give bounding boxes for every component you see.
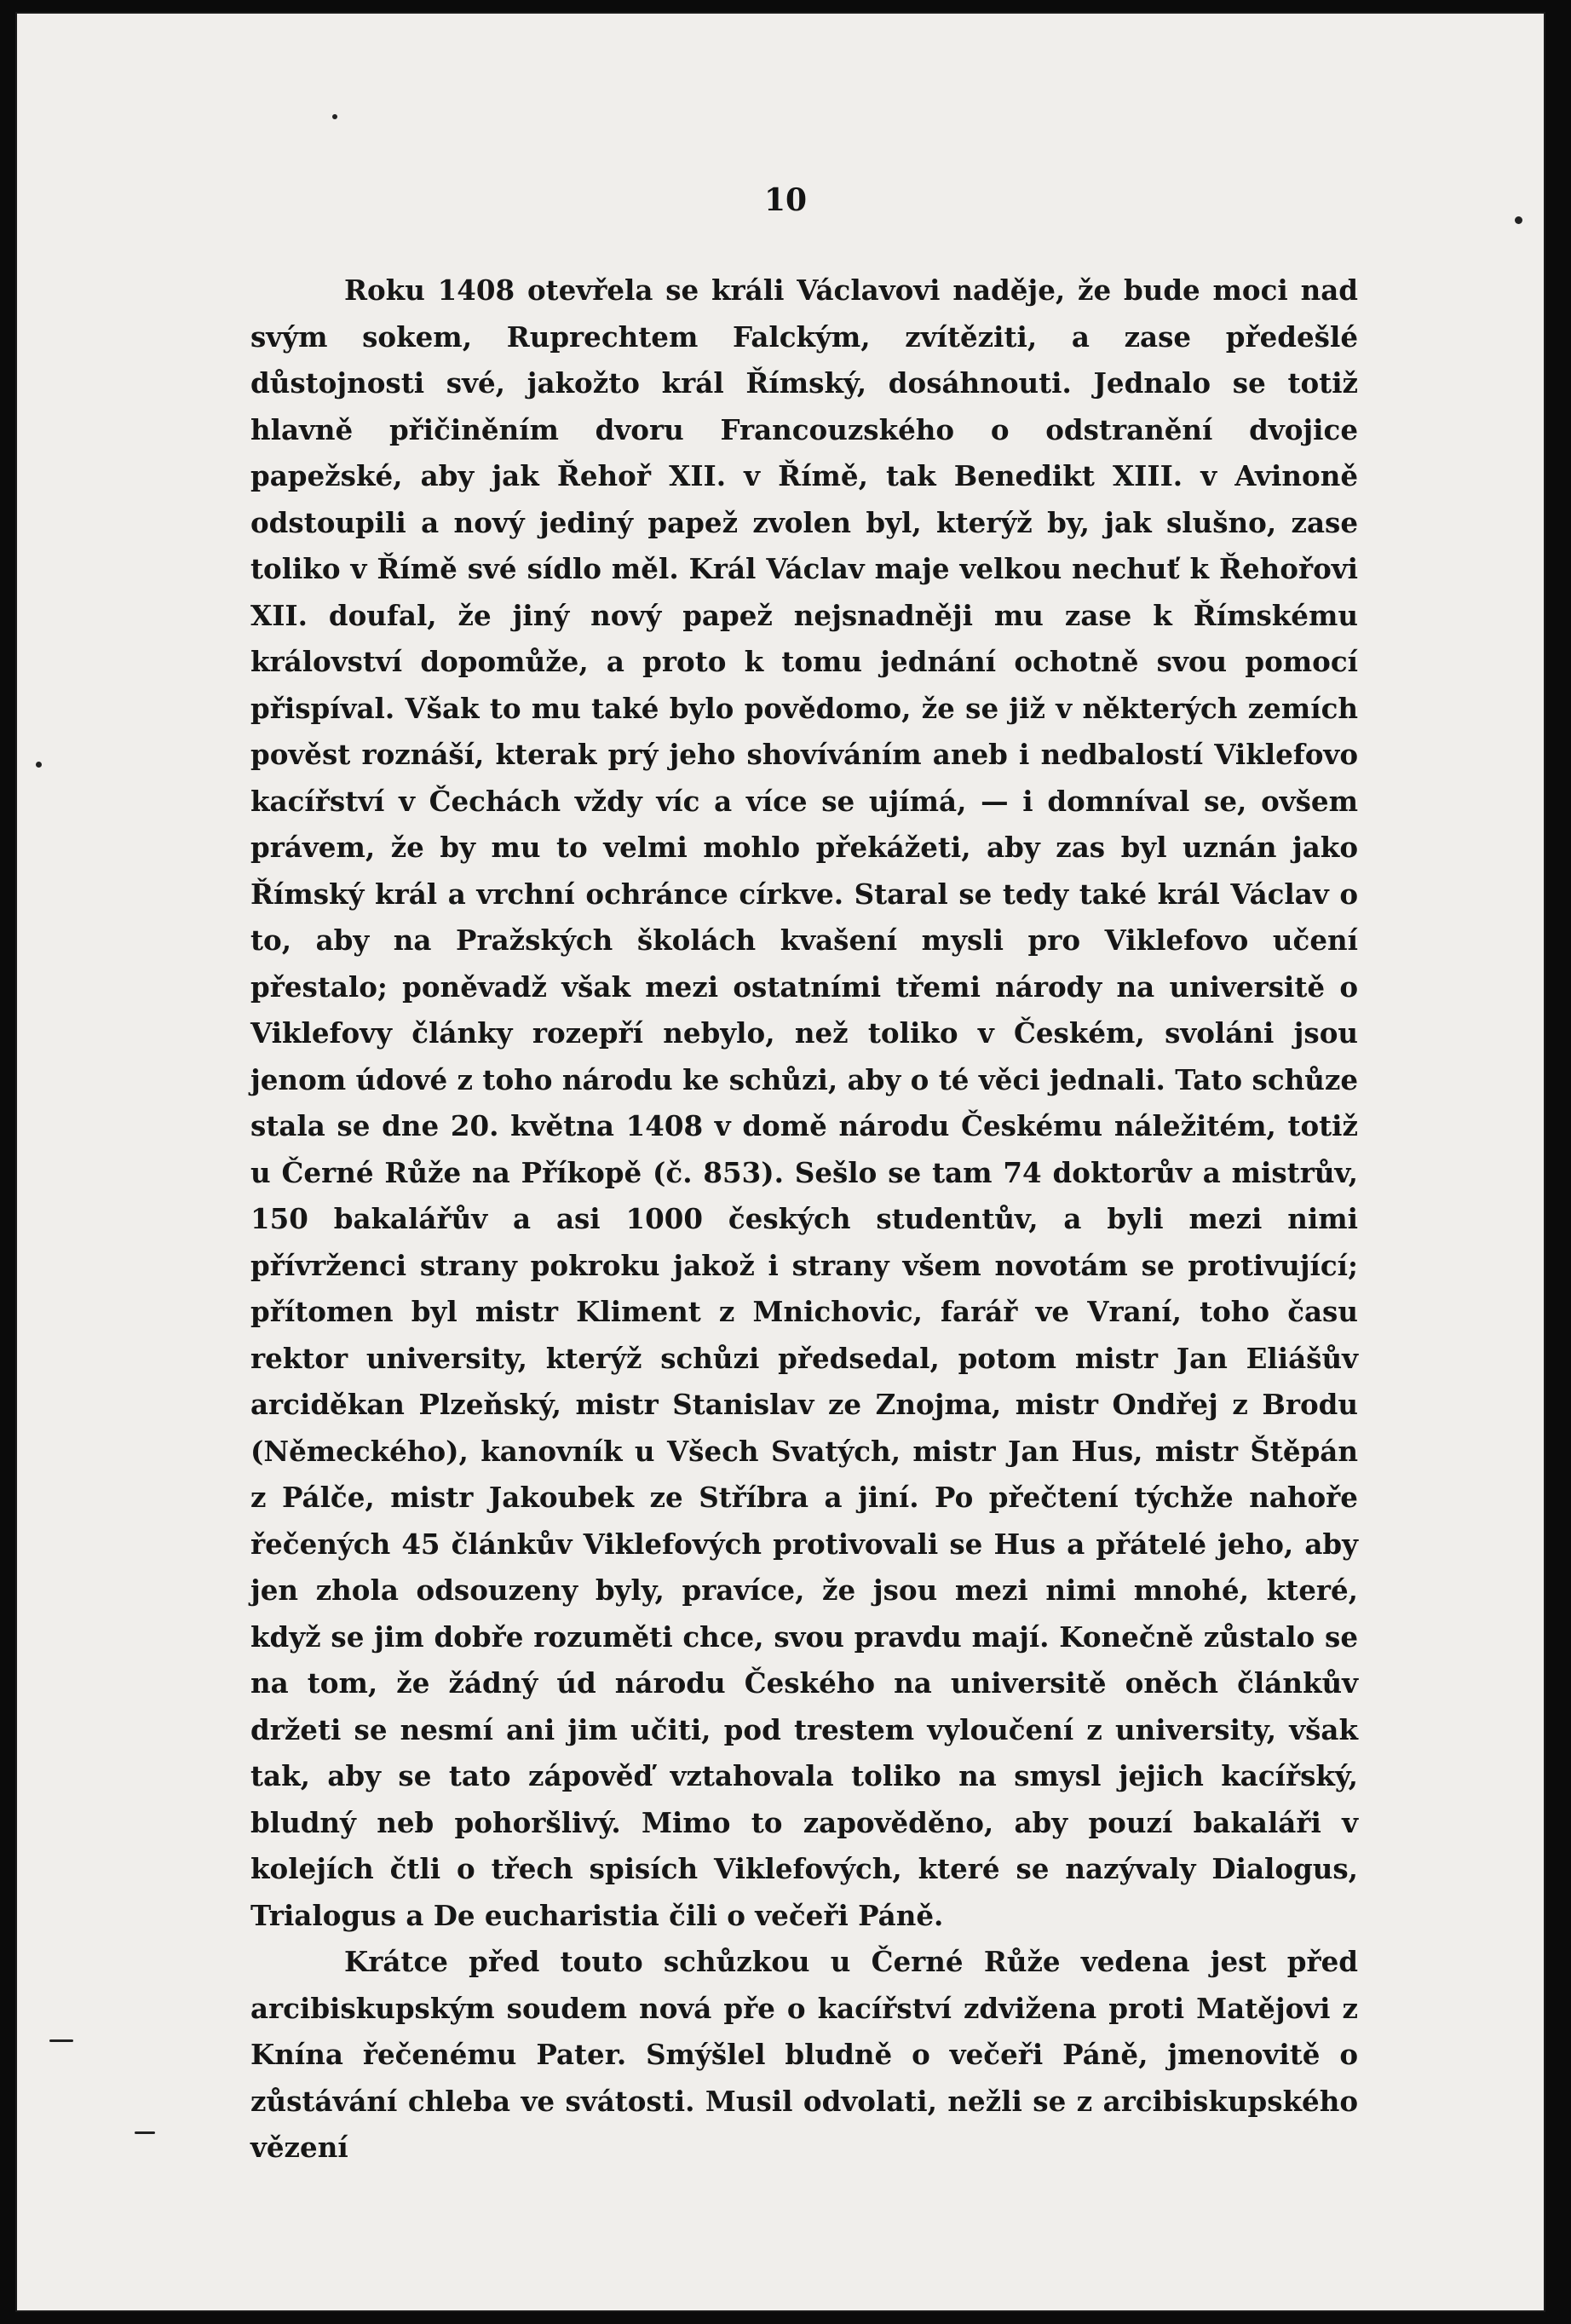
scan-speck <box>135 2131 155 2134</box>
scan-speck <box>1515 216 1522 224</box>
scan-speck <box>36 762 42 768</box>
scan-speck <box>332 114 337 119</box>
paragraph-2: Krátce před touto schůzkou u Černé Růže vedena jest před arcibiskupským soudem nová pře o kacířství zdvižena proti Matějovi z Knína řečenému Pater. Smýšlel bludně o večeři Páně, jmenovitě o zůstávání chleba ve svátosti. Musil odvolati, nežli se z arcibiskupského vězení <box>250 1945 1358 2164</box>
body-text <box>250 267 1358 2172</box>
page-number: 10 <box>763 182 808 218</box>
scan-speck <box>49 2039 73 2042</box>
paragraph-1: Roku 1408 otevřela se králi Václavovi naděje, že bude moci nad svým sokem, Ruprechtem Falckým, zvítěziti, a zase předešlé důstojnosti své, jakožto král Římský, dosáhnouti. Jednalo se totiž hlavně přičiněním dvoru Francouzského o odstranění dvojice papežské, aby jak Řehoř XII. v Římě, tak Benedikt XIII. v Avinoně odstoupili a nový jediný papež zvolen byl, kterýž by, jak slušno, zase toliko v Římě své sídlo měl. Král Václav maje velkou nechuť k Řehořovi XII. doufal, že jiný nový papež nejsnadněji mu zase k Římskému království dopomůže, a proto k tomu jednání ochotně svou pomocí přispíval. Však to mu také bylo povědomo, že se již v některých zemích pověst roznáší, kterak prý jeho shovíváním aneb i nedbalostí Viklefovo kacířství v Čechách vždy víc a více se ujímá, — i domníval se, ovšem právem, že by mu to velmi mohlo překážeti, aby zas byl uznán jako Římský král a vrchní ochránce církve. Staral se tedy také král Václav o to, aby na Pražských školách kvašení mysli pro Viklefovo učení přestalo; poněvadž však mezi ostatními třemi národy na universitě o Viklefovy články rozepří nebylo, než toliko v Českém, svoláni jsou jenom údové z toho národu ke schůzi, aby o té věci jednali. Tato schůze stala se dne 20. května 1408 v domě národu Českému náležitém, totiž u Černé Růže na Příkopě (č. 853). Sešlo se tam 74 doktorův a mistrův, 150 bakalářův a asi 1000 českých studentův, a byli mezi nimi přívrženci strany pokroku jakož i strany všem novotám se protivující; přítomen byl mistr Kliment z Mnichovic, farář ve Vraní, toho času rektor university, kterýž schůzi předsedal, potom mistr Jan Eliášův arciděkan Plzeňský, mistr Stanislav ze Znojma, mistr Ondřej z Brodu (Německého), kanovník u Všech Svatých, mistr Jan Hus, mistr Štěpán z Pálče, mistr Jakoubek ze Stříbra a jiní. Po přečtení týchže nahoře řečených 45 článkův Viklefových protivovali se Hus a přátelé jeho, aby jen zhola odsouzeny byly, pravíce, že jsou mezi nimi mnohé, které, když se jim dobře rozuměti chce, svou pravdu mají. Konečně zůstalo se na tom, že žádný úd národu Českého na universitě oněch článkův držeti se nesmí ani jim učiti, pod trestem vyloučení z university, však tak, aby se tato zápověď vztahovala toliko na smysl jejich kacířský, bludný neb pohoršlivý. Mimo to zapověděno, aby pouzí bakaláři v kolejích čtli o třech spisích Viklefových, které se nazývaly Dialogus, Trialogus a De eucharistia čili o večeři Páně. <box>250 273 1358 1932</box>
book-page <box>15 12 1545 2312</box>
